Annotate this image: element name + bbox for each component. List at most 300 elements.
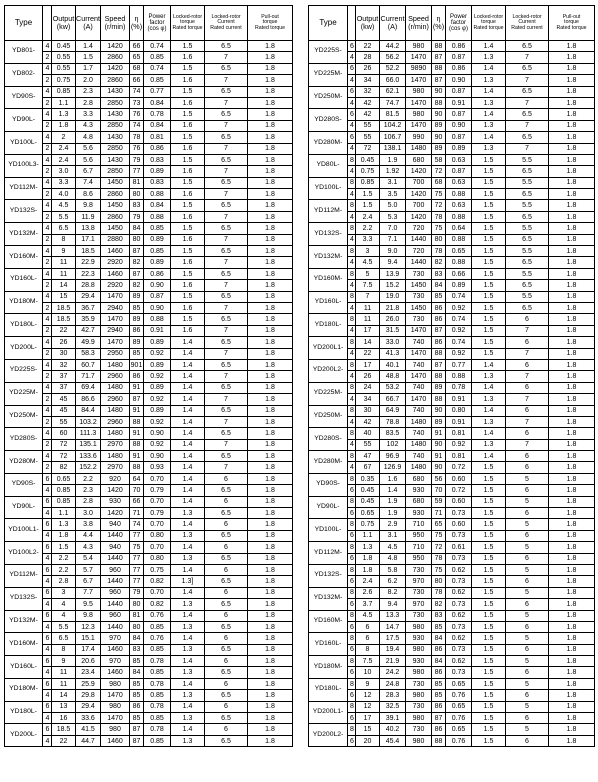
efficiency-cell: 74: [130, 519, 144, 530]
power-factor-cell: 0.65: [446, 678, 472, 689]
pull-out-torque-cell: 1.8: [549, 553, 595, 564]
pole-cell: 8: [348, 359, 356, 370]
power-factor-cell: 0.73: [446, 553, 472, 564]
efficiency-cell: 85: [130, 656, 144, 667]
speed-cell: 980: [406, 109, 432, 120]
efficiency-cell: 79: [130, 154, 144, 165]
pole-cell: 8: [348, 610, 356, 621]
current-cell: 20.6: [76, 656, 101, 667]
power-factor-cell: 0.92: [446, 302, 472, 313]
output-cell: 1.3: [52, 519, 76, 530]
efficiency-cell: 87: [432, 75, 446, 86]
power-factor-cell: 0.62: [446, 633, 472, 644]
locked-rotor-torque-cell: 1.6: [171, 211, 205, 222]
current-cell: 24.8: [380, 678, 406, 689]
pole-cell: 4: [43, 667, 52, 678]
speed-cell: 980: [406, 621, 432, 632]
locked-rotor-current-cell: 6.5: [506, 302, 549, 313]
pull-out-torque-cell: 1.8: [248, 189, 293, 200]
locked-rotor-torque-cell: 1.5: [171, 154, 205, 165]
table-row: [309, 667, 595, 678]
pull-out-torque-cell: 1.8: [248, 154, 293, 165]
efficiency-cell: 56: [432, 473, 446, 484]
current-cell: 13.9: [380, 268, 406, 279]
pull-out-torque-cell: 1.8: [549, 678, 595, 689]
efficiency-cell: 78: [130, 132, 144, 143]
efficiency-cell: 89: [130, 291, 144, 302]
table-row: [5, 52, 293, 63]
type-cell: YD280S-: [5, 428, 43, 451]
table-row: [5, 633, 293, 644]
current-cell: 58.3: [76, 348, 101, 359]
current-cell: 152.2: [76, 462, 101, 473]
speed-cell: 1420: [101, 485, 130, 496]
efficiency-cell: 72: [432, 200, 446, 211]
output-cell: 60: [52, 428, 76, 439]
type-cell: YD160M-: [5, 633, 43, 656]
locked-rotor-current-cell: 6: [205, 610, 248, 621]
pull-out-torque-cell: 1.8: [248, 724, 293, 735]
pull-out-torque-cell: 1.8: [248, 337, 293, 348]
table-row: [5, 291, 293, 302]
pole-cell: 4: [43, 485, 52, 496]
efficiency-cell: 79: [130, 211, 144, 222]
locked-rotor-torque-cell: 1.4: [171, 394, 205, 405]
table-row: [5, 280, 293, 291]
efficiency-cell: 85: [432, 690, 446, 701]
efficiency-cell: 87: [432, 52, 446, 63]
power-factor-cell: 0.85: [144, 644, 171, 655]
locked-rotor-current-cell: 6.5: [506, 41, 549, 52]
speed-cell: 930: [406, 508, 432, 519]
locked-rotor-current-cell: 6.5: [205, 246, 248, 257]
pull-out-torque-cell: 1.8: [549, 86, 595, 97]
locked-rotor-torque-cell: 1.6: [171, 302, 205, 313]
type-cell: YD100L1-: [5, 519, 43, 542]
locked-rotor-torque-header: Locked-rotor torque Rated torque: [472, 6, 506, 41]
locked-rotor-current-cell: 6.5: [205, 200, 248, 211]
output-cell: 7: [356, 291, 380, 302]
output-cell: 55: [356, 132, 380, 143]
pole-cell: 2: [43, 394, 52, 405]
locked-rotor-current-cell: 6.5: [506, 257, 549, 268]
efficiency-cell: 66: [130, 496, 144, 507]
power-factor-cell: 0.70: [144, 587, 171, 598]
speed-cell: 730: [406, 610, 432, 621]
output-cell: 3.3: [52, 177, 76, 188]
locked-rotor-torque-cell: 1.4: [171, 359, 205, 370]
table-row: [309, 678, 595, 689]
locked-rotor-torque-cell: 1.5: [472, 280, 506, 291]
type-cell: YD180L-: [5, 314, 43, 337]
locked-rotor-current-cell: 7: [205, 211, 248, 222]
locked-rotor-current-cell: 6.5: [506, 280, 549, 291]
locked-rotor-torque-cell: 1.5: [472, 473, 506, 484]
pole-cell: 4: [348, 257, 356, 268]
type-cell: YD112M-: [309, 200, 348, 223]
locked-rotor-current-cell: 7: [205, 166, 248, 177]
type-cell: YD132M-: [309, 587, 348, 610]
table-row: [5, 337, 293, 348]
pull-out-torque-cell: 1.8: [549, 439, 595, 450]
pole-cell: 8: [348, 268, 356, 279]
speed-cell: 960: [101, 564, 130, 575]
output-cell: 2.4: [52, 154, 76, 165]
pull-out-torque-cell: 1.8: [248, 701, 293, 712]
locked-rotor-current-cell: 5: [506, 473, 549, 484]
power-factor-cell: 0.74: [144, 63, 171, 74]
current-cell: 84.4: [76, 405, 101, 416]
pull-out-torque-cell: 1.8: [248, 143, 293, 154]
output-cell: 3.0: [52, 166, 76, 177]
speed-cell: 2950: [101, 348, 130, 359]
locked-rotor-torque-cell: 1.5: [472, 519, 506, 530]
type-cell: YD132S-: [309, 223, 348, 246]
locked-rotor-current-cell: 5.5: [506, 154, 549, 165]
pull-out-torque-cell: 1.8: [549, 382, 595, 393]
table-row: [5, 530, 293, 541]
speed-cell: 1460: [101, 644, 130, 655]
speed-cell: 2960: [101, 394, 130, 405]
pull-out-torque-cell: 1.8: [549, 109, 595, 120]
pole-cell: 4: [43, 132, 52, 143]
efficiency-cell: 88: [432, 735, 446, 746]
speed-cell: 1480: [101, 405, 130, 416]
pole-cell: 8: [348, 177, 356, 188]
speed-cell: 730: [406, 587, 432, 598]
power-factor-cell: 0.76: [446, 735, 472, 746]
locked-rotor-torque-cell: 1.4: [171, 371, 205, 382]
table-row: [5, 257, 293, 268]
type-cell: YD180M-: [5, 678, 43, 701]
speed-cell: 1420: [406, 211, 432, 222]
locked-rotor-current-cell: 6.5: [205, 63, 248, 74]
output-cell: 15: [52, 291, 76, 302]
current-cell: 103.2: [76, 416, 101, 427]
speed-cell: 1430: [101, 154, 130, 165]
current-cell: 5.4: [76, 553, 101, 564]
type-cell: YD160L-: [309, 633, 348, 656]
type-cell: YD90L-: [5, 496, 43, 519]
spec-table-left-panel: [4, 5, 293, 747]
table-row: [5, 553, 293, 564]
efficiency-cell: 78: [432, 211, 446, 222]
type-cell: YD160L-: [309, 291, 348, 314]
pull-out-torque-cell: 1.8: [248, 416, 293, 427]
efficiency-cell: 82: [130, 280, 144, 291]
output-cell: 6.5: [52, 223, 76, 234]
output-cell: 22: [356, 348, 380, 359]
output-cell: 14: [356, 337, 380, 348]
pole-cell: 8: [348, 223, 356, 234]
efficiency-cell: 73: [130, 97, 144, 108]
speed-cell: 1450: [406, 280, 432, 291]
locked-rotor-torque-cell: 1.3: [171, 530, 205, 541]
power-factor-cell: 0.89: [144, 382, 171, 393]
output-cell: 55: [356, 439, 380, 450]
power-factor-cell: 0.92: [144, 416, 171, 427]
pull-out-torque-cell: 1.8: [549, 530, 595, 541]
power-factor-cell: 0.84: [144, 97, 171, 108]
efficiency-cell: 86: [432, 701, 446, 712]
locked-rotor-current-cell: 6: [506, 451, 549, 462]
pole-cell: 4: [43, 359, 52, 370]
pole-cell: 2: [43, 325, 52, 336]
locked-rotor-torque-cell: 1.6: [171, 280, 205, 291]
output-cell: 34: [356, 394, 380, 405]
type-cell: YD132M-: [5, 610, 43, 633]
current-cell: 5.6: [76, 154, 101, 165]
locked-rotor-current-cell: 6.5: [205, 359, 248, 370]
current-cell: 1.4: [380, 485, 406, 496]
locked-rotor-current-cell: 5: [506, 633, 549, 644]
locked-rotor-current-cell: 7: [205, 189, 248, 200]
current-cell: 28.3: [380, 690, 406, 701]
speed-cell: 1470: [406, 75, 432, 86]
pole-cell: 6: [348, 553, 356, 564]
pole-cell: 4: [43, 451, 52, 462]
efficiency-cell: 85: [432, 291, 446, 302]
output-cell: 45: [52, 394, 76, 405]
locked-rotor-current-cell: 6: [205, 701, 248, 712]
type-cell: YD801-: [5, 41, 43, 64]
speed-cell: 680: [406, 473, 432, 484]
locked-rotor-current-cell: 6: [506, 530, 549, 541]
efficiency-cell: 72: [432, 542, 446, 553]
pole-cell: 8: [348, 542, 356, 553]
locked-rotor-torque-cell: 1.4: [171, 587, 205, 598]
pole-cell: 6: [348, 667, 356, 678]
current-cell: 111.3: [76, 428, 101, 439]
locked-rotor-torque-cell: 1.4: [171, 496, 205, 507]
current-cell: 86.6: [76, 394, 101, 405]
power-factor-cell: 0.85: [144, 690, 171, 701]
pole-cell: 8: [348, 564, 356, 575]
locked-rotor-torque-cell: 1.4: [171, 519, 205, 530]
efficiency-cell: 85: [432, 678, 446, 689]
locked-rotor-torque-cell: 1.5: [472, 177, 506, 188]
locked-rotor-torque-cell: 1.3: [171, 599, 205, 610]
current-cell: 3.1: [380, 177, 406, 188]
pull-out-torque-cell: 1.8: [549, 154, 595, 165]
efficiency-cell: 84: [432, 280, 446, 291]
locked-rotor-current-header: Locked-rotor Current Rated current: [506, 6, 549, 41]
type-cell: YD225S-: [309, 41, 348, 64]
current-cell: 52.2: [380, 63, 406, 74]
current-cell: 3.3: [76, 109, 101, 120]
locked-rotor-torque-cell: 1.5: [472, 599, 506, 610]
pull-out-torque-cell: 1.8: [549, 166, 595, 177]
power-factor-cell: 0.88: [144, 189, 171, 200]
type-cell: YD250M-: [309, 86, 348, 109]
table-row: [5, 302, 293, 313]
type-cell: YD180L-: [5, 701, 43, 724]
power-factor-cell: 0.60: [446, 519, 472, 530]
power-factor-cell: 0.61: [446, 542, 472, 553]
power-factor-cell: 0.88: [446, 257, 472, 268]
pull-out-torque-cell: 1.8: [248, 268, 293, 279]
pole-cell: 4: [43, 154, 52, 165]
power-factor-cell: 0.78: [144, 109, 171, 120]
table-row: [5, 451, 293, 462]
locked-rotor-torque-cell: 1.5: [472, 564, 506, 575]
power-factor-cell: 0.62: [446, 564, 472, 575]
pull-out-torque-cell: 1.8: [248, 508, 293, 519]
pole-cell: 6: [43, 724, 52, 735]
pole-cell: 6: [348, 690, 356, 701]
locked-rotor-current-cell: 7: [205, 120, 248, 131]
efficiency-cell: 75: [432, 564, 446, 575]
speed-cell: 1450: [101, 223, 130, 234]
pole-cell: 4: [43, 223, 52, 234]
efficiency-cell: 85: [130, 302, 144, 313]
table-row: [5, 473, 293, 484]
speed-cell: 700: [406, 177, 432, 188]
current-cell: 9.4: [380, 257, 406, 268]
locked-rotor-current-cell: 6.5: [205, 132, 248, 143]
locked-rotor-current-cell: 6: [506, 462, 549, 473]
locked-rotor-current-cell: 6.5: [205, 576, 248, 587]
type-cell: YD100L3-: [5, 154, 43, 177]
table-row: [5, 621, 293, 632]
locked-rotor-current-cell: 6.5: [205, 644, 248, 655]
power-factor-cell: 0.79: [144, 508, 171, 519]
current-cell: 7.1: [380, 234, 406, 245]
efficiency-header: η (%): [130, 6, 144, 41]
locked-rotor-torque-cell: 1.3: [472, 143, 506, 154]
efficiency-cell: 77: [130, 553, 144, 564]
locked-rotor-torque-cell: 1.3: [171, 553, 205, 564]
efficiency-cell: 86: [432, 667, 446, 678]
type-header: Type: [309, 6, 348, 41]
pole-cell: 6: [348, 530, 356, 541]
efficiency-cell: 88: [432, 394, 446, 405]
locked-rotor-torque-cell: 1.5: [472, 724, 506, 735]
current-cell: 24.2: [380, 667, 406, 678]
pole-cell: 4: [43, 382, 52, 393]
efficiency-cell: 83: [130, 644, 144, 655]
power-factor-cell: 0.89: [144, 166, 171, 177]
table-row: [309, 519, 595, 530]
speed-cell: 1470: [406, 120, 432, 131]
efficiency-cell: 901: [130, 359, 144, 370]
current-cell: 7.7: [76, 587, 101, 598]
efficiency-cell: 89: [432, 416, 446, 427]
table-row: [5, 644, 293, 655]
type-cell: YD200L2-: [309, 359, 348, 382]
table-row: [5, 439, 293, 450]
efficiency-cell: 70: [130, 485, 144, 496]
pull-out-torque-cell: 1.8: [549, 314, 595, 325]
pole-cell: 4: [348, 211, 356, 222]
power-factor-cell: 0.91: [144, 325, 171, 336]
locked-rotor-current-cell: 6: [205, 496, 248, 507]
speed-cell: 2860: [101, 75, 130, 86]
current-cell: 2.2: [76, 473, 101, 484]
pole-cell: 6: [348, 63, 356, 74]
output-cell: 40: [356, 428, 380, 439]
output-header: Output (kw): [356, 6, 380, 41]
pole-cell: 4: [43, 621, 52, 632]
locked-rotor-torque-cell: 1.5: [472, 291, 506, 302]
locked-rotor-torque-cell: 1.5: [472, 337, 506, 348]
power-factor-cell: 0.87: [446, 166, 472, 177]
output-cell: 1.8: [52, 120, 76, 131]
speed-cell: 2940: [101, 302, 130, 313]
locked-rotor-torque-cell: 1.3: [472, 97, 506, 108]
locked-rotor-torque-cell: 1.5: [472, 348, 506, 359]
locked-rotor-torque-cell: 1.5: [472, 542, 506, 553]
efficiency-cell: 88: [432, 63, 446, 74]
output-cell: 72: [356, 143, 380, 154]
output-cell: 1.5: [356, 189, 380, 200]
power-factor-cell: 0.85: [144, 667, 171, 678]
table-row: [309, 724, 595, 735]
pole-cell: 8: [348, 701, 356, 712]
table-row: [309, 63, 595, 74]
pole-cell: 8: [348, 656, 356, 667]
efficiency-cell: 68: [432, 177, 446, 188]
type-cell: YD180M-: [309, 656, 348, 679]
locked-rotor-current-cell: 7: [506, 120, 549, 131]
pull-out-torque-cell: 1.8: [248, 75, 293, 86]
pull-out-torque-cell: 1.8: [248, 485, 293, 496]
locked-rotor-current-cell: 6.5: [506, 109, 549, 120]
current-cell: 44.7: [76, 735, 101, 746]
pull-out-torque-cell: 1.8: [549, 177, 595, 188]
speed-cell: 730: [406, 724, 432, 735]
power-factor-cell: 0.89: [446, 280, 472, 291]
output-cell: 0.65: [52, 473, 76, 484]
type-cell: YD200L-: [5, 337, 43, 360]
power-factor-cell: 0.77: [144, 86, 171, 97]
locked-rotor-torque-cell: 1.5: [472, 485, 506, 496]
table-row: [309, 302, 595, 313]
speed-cell: 1420: [101, 508, 130, 519]
pull-out-torque-cell: 1.8: [549, 223, 595, 234]
output-cell: 2.2: [356, 223, 380, 234]
speed-cell: 720: [406, 223, 432, 234]
locked-rotor-current-cell: 7: [205, 439, 248, 450]
current-cell: 5.8: [380, 564, 406, 575]
table-row: [5, 405, 293, 416]
current-cell: 126.9: [380, 462, 406, 473]
pull-out-torque-cell: 1.8: [248, 223, 293, 234]
efficiency-cell: 86: [432, 337, 446, 348]
pole-cell: 4: [348, 302, 356, 313]
power-factor-cell: 0.74: [446, 291, 472, 302]
pull-out-torque-cell: 1.8: [248, 473, 293, 484]
speed-cell: 2940: [101, 325, 130, 336]
locked-rotor-current-cell: 6.5: [205, 337, 248, 348]
pull-out-torque-cell: 1.8: [248, 86, 293, 97]
efficiency-cell: 82: [432, 599, 446, 610]
table-row: [5, 86, 293, 97]
locked-rotor-current-cell: 6.5: [205, 314, 248, 325]
locked-rotor-torque-cell: 1.3: [472, 371, 506, 382]
table-row: [5, 678, 293, 689]
output-cell: 12: [356, 701, 380, 712]
type-cell: YD225M-: [309, 382, 348, 405]
speed-cell: 2960: [101, 371, 130, 382]
type-cell: YD160L-: [5, 656, 43, 679]
efficiency-cell: 75: [432, 223, 446, 234]
efficiency-cell: 91: [432, 451, 446, 462]
type-cell: YD280M-: [5, 451, 43, 474]
power-factor-cell: 0.62: [446, 587, 472, 598]
power-factor-cell: 0.81: [446, 451, 472, 462]
locked-rotor-current-cell: 6.5: [205, 735, 248, 746]
